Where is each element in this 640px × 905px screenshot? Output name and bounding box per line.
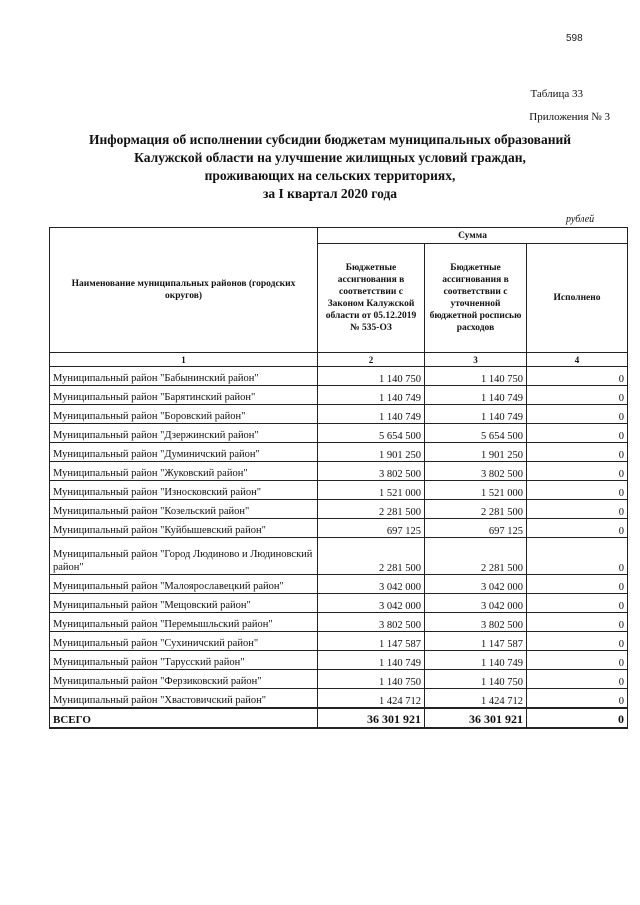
title-line-3: проживающих на сельских территориях, — [204, 168, 456, 183]
roster-budget-value: 1 521 000 — [425, 481, 527, 500]
total-law-budget: 36 301 921 — [318, 708, 425, 728]
table-row — [50, 443, 628, 462]
table-row — [50, 405, 628, 424]
executed-value: 0 — [527, 594, 628, 613]
header-roster-budget: Бюджетные ассигнования в соответствии с уточненной бюджетной росписью расходов — [425, 244, 527, 353]
executed-value: 0 — [527, 405, 628, 424]
executed-value: 0 — [527, 424, 628, 443]
units-label: рублей — [566, 214, 595, 225]
district-name: Муниципальный район "Боровский район" — [50, 405, 318, 424]
table-row — [50, 670, 628, 689]
executed-value: 0 — [527, 651, 628, 670]
executed-value: 0 — [527, 519, 628, 538]
district-name: Муниципальный район "Хвастовичский район" — [50, 689, 318, 709]
executed-value: 0 — [527, 538, 628, 575]
header-name: Наименование муниципальных районов (городских округов) — [50, 228, 318, 353]
subsidy-table — [49, 227, 628, 729]
executed-value: 0 — [527, 689, 628, 709]
executed-value: 0 — [527, 481, 628, 500]
law-budget-value: 1 901 250 — [318, 443, 425, 462]
roster-budget-value: 2 281 500 — [425, 500, 527, 519]
table-row — [50, 538, 628, 575]
document-title — [60, 131, 600, 203]
table-row — [50, 594, 628, 613]
law-budget-value: 1 147 587 — [318, 632, 425, 651]
district-name: Муниципальный район "Сухиничский район" — [50, 632, 318, 651]
law-budget-value: 3 802 500 — [318, 613, 425, 632]
law-budget-value: 2 281 500 — [318, 538, 425, 575]
table-row — [50, 367, 628, 386]
total-roster-budget: 36 301 921 — [425, 708, 527, 728]
law-budget-value: 1 140 749 — [318, 405, 425, 424]
table-row — [50, 689, 628, 709]
executed-value: 0 — [527, 632, 628, 651]
roster-budget-value: 1 140 749 — [425, 405, 527, 424]
law-budget-value: 697 125 — [318, 519, 425, 538]
executed-value: 0 — [527, 443, 628, 462]
roster-budget-value: 1 140 750 — [425, 670, 527, 689]
executed-value: 0 — [527, 670, 628, 689]
roster-budget-value: 1 140 750 — [425, 367, 527, 386]
title-line-2: Калужской области на улучшение жилищных условий граждан, — [134, 150, 526, 165]
table-row — [50, 519, 628, 538]
header-law-budget: Бюджетные ассигнования в соответствии с Законом Калужской области от 05.12.2019 № 535-ОЗ — [318, 244, 425, 353]
title-line-4: за I квартал 2020 года — [262, 186, 398, 201]
law-budget-value: 3 042 000 — [318, 575, 425, 594]
district-name: Муниципальный район "Малоярославецкий район" — [50, 575, 318, 594]
law-budget-value: 1 521 000 — [318, 481, 425, 500]
roster-budget-value: 3 042 000 — [425, 594, 527, 613]
district-name: Муниципальный район "Думиничский район" — [50, 443, 318, 462]
district-name: Муниципальный район "Дзержинский район" — [50, 424, 318, 443]
roster-budget-value: 3 042 000 — [425, 575, 527, 594]
header-index-4: 4 — [527, 353, 628, 367]
district-name: Муниципальный район "Барятинский район" — [50, 386, 318, 405]
appendix-label: Приложения № 3 — [529, 111, 610, 123]
roster-budget-value: 3 802 500 — [425, 462, 527, 481]
table-row — [50, 500, 628, 519]
district-name: Муниципальный район "Износковский район" — [50, 481, 318, 500]
table-row — [50, 462, 628, 481]
district-name: Муниципальный район "Куйбышевский район" — [50, 519, 318, 538]
roster-budget-value: 1 901 250 — [425, 443, 527, 462]
header-executed: Исполнено — [527, 244, 628, 353]
roster-budget-value: 1 147 587 — [425, 632, 527, 651]
total-row — [50, 708, 628, 728]
table-row — [50, 386, 628, 405]
total-label: ВСЕГО — [50, 708, 318, 728]
table-row — [50, 632, 628, 651]
executed-value: 0 — [527, 500, 628, 519]
executed-value: 0 — [527, 613, 628, 632]
roster-budget-value: 3 802 500 — [425, 613, 527, 632]
table-row — [50, 613, 628, 632]
table-row — [50, 424, 628, 443]
law-budget-value: 3 042 000 — [318, 594, 425, 613]
district-name: Муниципальный район "Город Людиново и Людиновский район" — [50, 538, 318, 575]
district-name: Муниципальный район "Мещовский район" — [50, 594, 318, 613]
law-budget-value: 1 140 750 — [318, 670, 425, 689]
header-index-1: 1 — [50, 353, 318, 367]
executed-value: 0 — [527, 575, 628, 594]
roster-budget-value: 2 281 500 — [425, 538, 527, 575]
district-name: Муниципальный район "Тарусский район" — [50, 651, 318, 670]
roster-budget-value: 1 424 712 — [425, 689, 527, 709]
executed-value: 0 — [527, 386, 628, 405]
header-sum: Сумма — [318, 228, 628, 244]
total-executed: 0 — [527, 708, 628, 728]
roster-budget-value: 1 140 749 — [425, 386, 527, 405]
roster-budget-value: 697 125 — [425, 519, 527, 538]
law-budget-value: 5 654 500 — [318, 424, 425, 443]
header-index-3: 3 — [425, 353, 527, 367]
table-number: Таблица 33 — [530, 88, 583, 100]
roster-budget-value: 5 654 500 — [425, 424, 527, 443]
law-budget-value: 1 140 749 — [318, 651, 425, 670]
table-row — [50, 651, 628, 670]
law-budget-value: 1 424 712 — [318, 689, 425, 709]
title-line-1: Информация об исполнении субсидии бюджетам муниципальных образований — [88, 132, 572, 147]
law-budget-value: 1 140 750 — [318, 367, 425, 386]
table-row — [50, 481, 628, 500]
executed-value: 0 — [527, 367, 628, 386]
roster-budget-value: 1 140 749 — [425, 651, 527, 670]
district-name: Муниципальный район "Ферзиковский район" — [50, 670, 318, 689]
district-name: Муниципальный район "Козельский район" — [50, 500, 318, 519]
law-budget-value: 3 802 500 — [318, 462, 425, 481]
law-budget-value: 2 281 500 — [318, 500, 425, 519]
page-number: 598 — [566, 33, 583, 44]
table-row — [50, 575, 628, 594]
executed-value: 0 — [527, 462, 628, 481]
law-budget-value: 1 140 749 — [318, 386, 425, 405]
district-name: Муниципальный район "Перемышльский район" — [50, 613, 318, 632]
district-name: Муниципальный район "Бабынинский район" — [50, 367, 318, 386]
district-name: Муниципальный район "Жуковский район" — [50, 462, 318, 481]
header-index-2: 2 — [318, 353, 425, 367]
